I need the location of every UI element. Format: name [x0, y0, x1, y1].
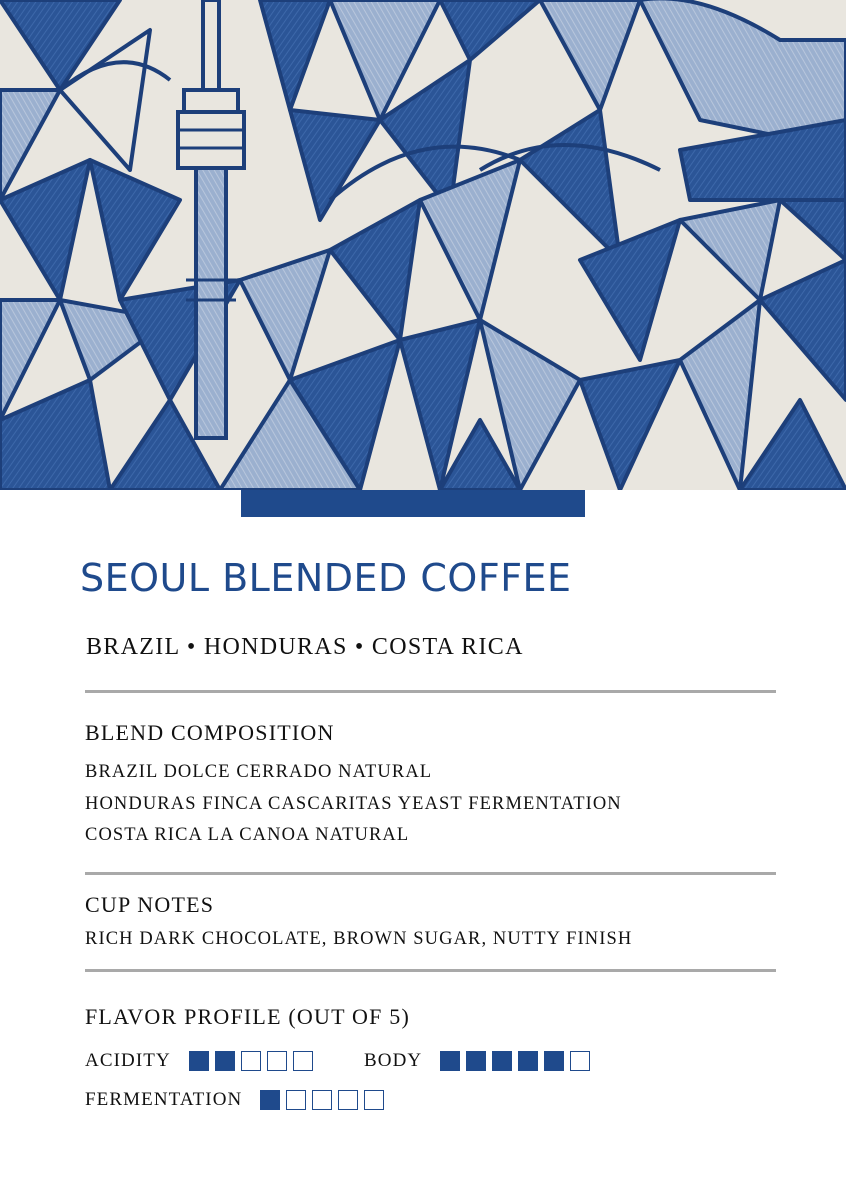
- body-label: BODY: [364, 1050, 423, 1071]
- rating-box-empty: [293, 1051, 313, 1071]
- blend-item: COSTA RICA LA CANOA NATURAL: [85, 825, 410, 845]
- divider: [85, 969, 776, 972]
- acidity-label: ACIDITY: [85, 1050, 171, 1071]
- rating-box-filled: [544, 1051, 564, 1071]
- cup-notes-heading: CUP NOTES: [85, 892, 215, 917]
- rating-box-filled: [466, 1051, 486, 1071]
- fermentation-meter: [85, 1089, 384, 1111]
- rating-box-filled: [189, 1051, 209, 1071]
- origins-line: BRAZIL • HONDURAS • COSTA RICA: [86, 634, 524, 660]
- accent-bar: [241, 490, 585, 517]
- rating-box-filled: [215, 1051, 235, 1071]
- cup-notes-text: RICH DARK CHOCOLATE, BROWN SUGAR, NUTTY FINISH: [85, 929, 633, 949]
- rating-box-empty: [570, 1051, 590, 1071]
- body-boxes: [440, 1051, 590, 1071]
- rating-box-empty: [364, 1090, 384, 1110]
- fermentation-boxes: [260, 1090, 384, 1110]
- rating-box-empty: [286, 1090, 306, 1110]
- blend-heading: BLEND COMPOSITION: [85, 720, 335, 745]
- blend-item: HONDURAS FINCA CASCARITAS YEAST FERMENTATION: [85, 794, 622, 814]
- rating-box-filled: [260, 1090, 280, 1110]
- rating-box-empty: [241, 1051, 261, 1071]
- rating-box-empty: [312, 1090, 332, 1110]
- rating-box-empty: [338, 1090, 358, 1110]
- divider: [85, 872, 776, 875]
- flavor-heading: FLAVOR PROFILE (OUT OF 5): [85, 1004, 411, 1029]
- fermentation-label: FERMENTATION: [85, 1089, 243, 1110]
- acidity-meter: [85, 1050, 313, 1072]
- divider: [85, 690, 776, 693]
- seoul-geometric-illustration: [0, 0, 846, 490]
- product-title: SEOUL BLENDED COFFEE: [80, 556, 572, 600]
- rating-box-empty: [267, 1051, 287, 1071]
- blend-item: BRAZIL DOLCE CERRADO NATURAL: [85, 762, 433, 782]
- rating-box-filled: [518, 1051, 538, 1071]
- rating-box-filled: [492, 1051, 512, 1071]
- acidity-boxes: [189, 1051, 313, 1071]
- body-meter: [364, 1050, 590, 1072]
- rating-box-filled: [440, 1051, 460, 1071]
